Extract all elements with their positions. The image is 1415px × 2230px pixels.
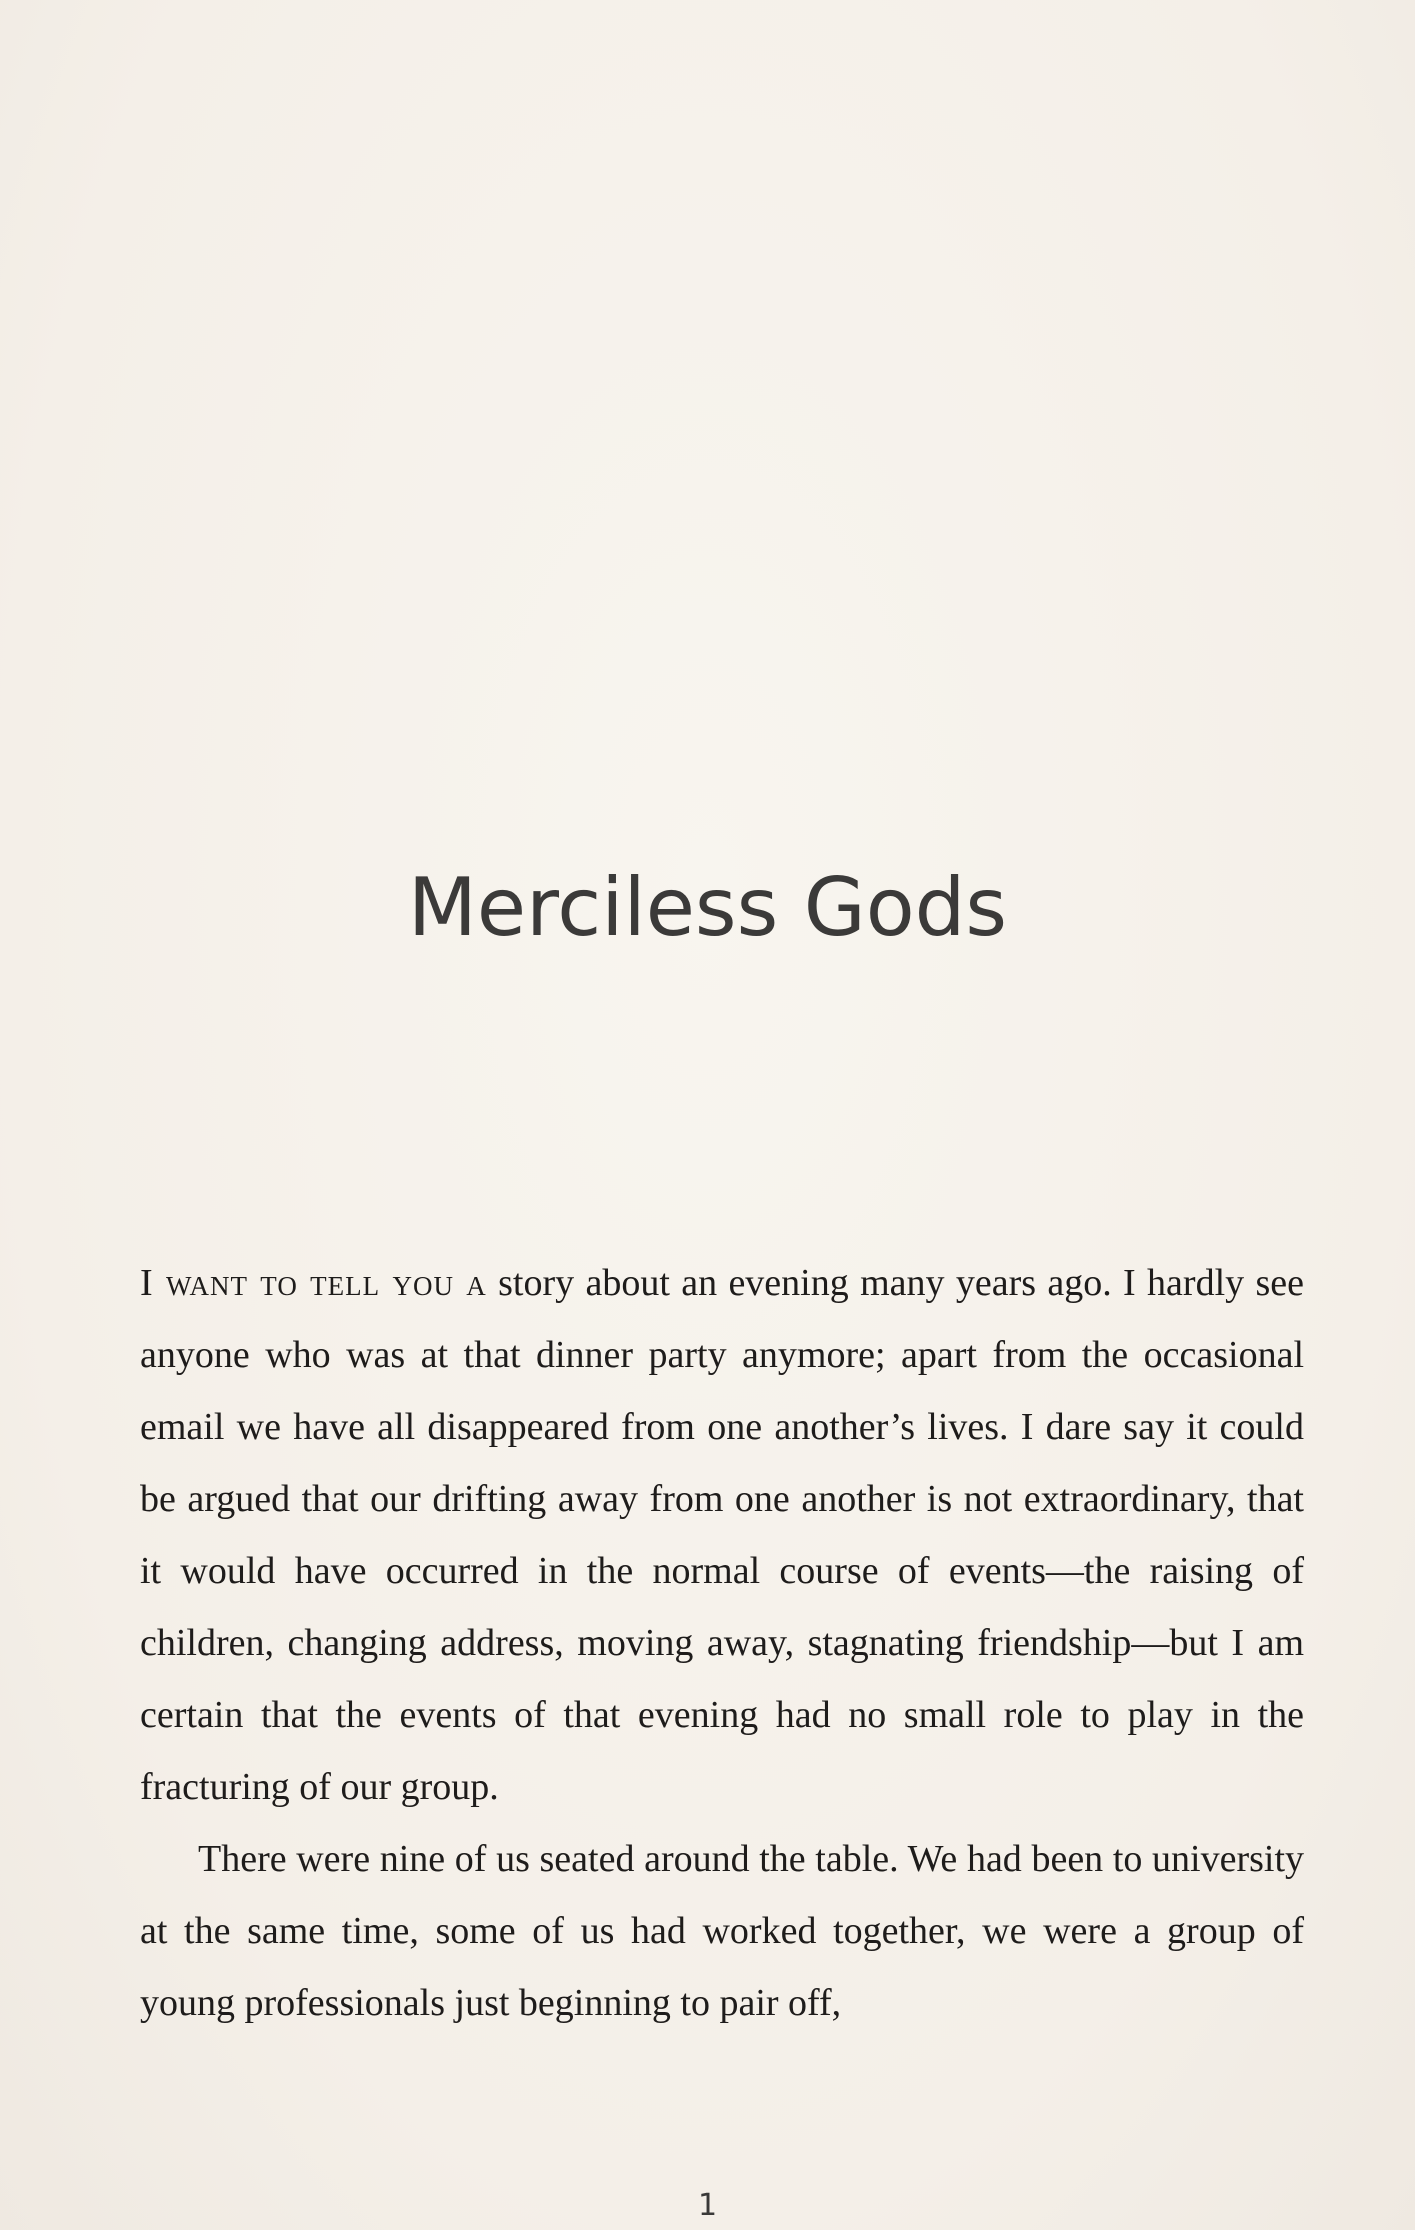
small-caps-lead-in: I want to tell you a [140, 1262, 487, 1304]
chapter-title: Merciless Gods [407, 861, 1008, 954]
page-number: 1 [697, 2188, 718, 2223]
body-text [140, 1247, 1304, 2039]
paragraph-1 [140, 1247, 1304, 1823]
paragraph-2: There were nine of us seated around the table. We had been to university at the same time, some of us had worked together, we were a group of young professionals just beginning to pair off, [140, 1838, 1304, 2024]
paragraph-1-text: story about an evening many years ago. I hardly see anyone who was at that dinner party anymore; apart from the occasional email we have all disappeared from one another’s lives. I dare say it could be argued that our drifting away from one another is not extraordinary, that it would have occurred in the normal course of events—the raising of children, changing address, moving away, stagnating friendship—but I am certain that the events of that evening had no small role to play in the fracturing of our group. [140, 1262, 1304, 1808]
